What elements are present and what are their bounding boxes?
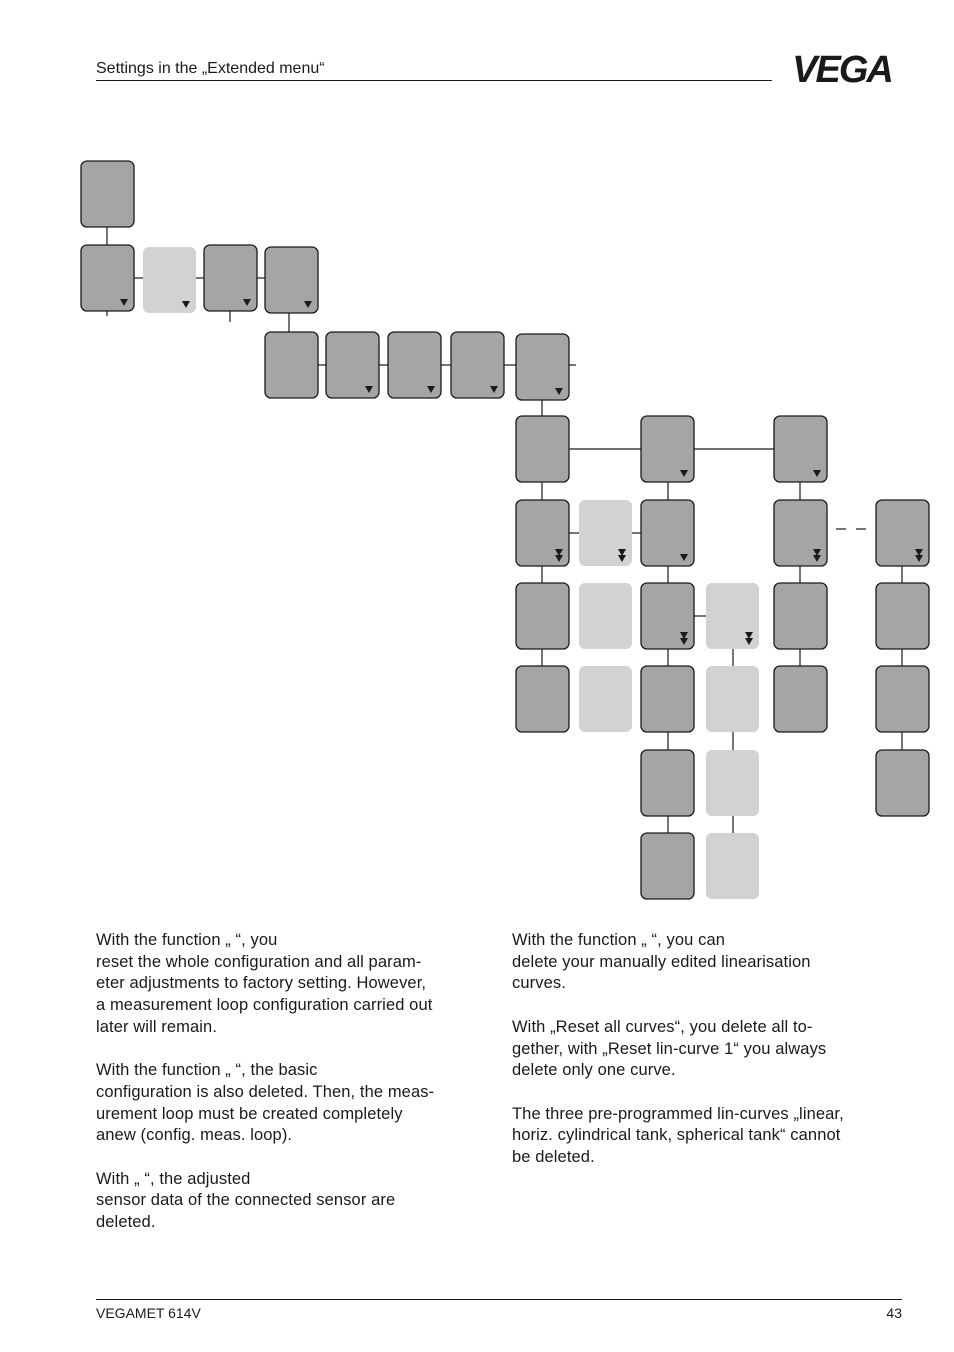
- menu-box: [641, 500, 694, 566]
- left-paragraph-2: With the function „ “, the basic configuration is also deleted. Then, the meas- urement loop must be created completely anew (config. meas. loop).: [96, 1061, 435, 1145]
- menu-box: [516, 666, 569, 732]
- menu-box: [706, 833, 759, 899]
- menu-box: [265, 247, 318, 313]
- menu-box: [516, 334, 569, 400]
- menu-box: [641, 750, 694, 816]
- right-paragraph-3: The three pre-programmed lin-curves „linear, horiz. cylindrical tank, spherical tank“ cannot be deleted.: [512, 1104, 844, 1166]
- menu-box: [876, 750, 929, 816]
- menu-box: [81, 245, 134, 311]
- menu-box: [876, 500, 929, 566]
- menu-box: [774, 416, 827, 482]
- menu-box: [641, 666, 694, 732]
- menu-box: [706, 666, 759, 732]
- menu-box: [579, 500, 632, 566]
- menu-box: [641, 583, 694, 649]
- left-text-column: [96, 930, 488, 1256]
- menu-box: [516, 583, 569, 649]
- menu-box: [774, 666, 827, 732]
- right-text-column: [512, 930, 904, 1190]
- menu-box: [579, 583, 632, 649]
- menu-box: [516, 416, 569, 482]
- right-paragraph-1: With the function „ “, you can delete your manually edited linearisation curves.: [512, 931, 811, 993]
- menu-box: [706, 750, 759, 816]
- svg-text:VEGA: VEGA: [792, 50, 892, 86]
- menu-box: [204, 245, 257, 311]
- menu-box: [876, 583, 929, 649]
- menu-box: [706, 583, 759, 649]
- menu-box: [143, 247, 196, 313]
- menu-box: [579, 666, 632, 732]
- menu-box: [451, 332, 504, 398]
- page-number: 43: [886, 1305, 902, 1321]
- menu-box: [388, 332, 441, 398]
- menu-box: [516, 500, 569, 566]
- menu-box: [265, 332, 318, 398]
- footer-product: VEGAMET 614V: [96, 1305, 201, 1321]
- menu-boxes: [81, 161, 929, 899]
- menu-box: [81, 161, 134, 227]
- menu-box: [641, 416, 694, 482]
- footer-rule: [96, 1299, 902, 1300]
- left-paragraph-3: With „ “, the adjusted sensor data of the connected sensor are deleted.: [96, 1169, 396, 1232]
- menu-box: [641, 833, 694, 899]
- menu-box: [774, 583, 827, 649]
- left-paragraph-1: With the function „ “, you reset the whole configuration and all param- eter adjustments to factory setting. However, a measurement loop configuration carried out later will remain.: [96, 931, 433, 1036]
- menu-box: [326, 332, 379, 398]
- header-title: Settings in the „Extended menu“: [96, 60, 325, 77]
- right-paragraph-2: With „Reset all curves“, you delete all to- gether, with „Reset lin-curve 1“ you always delete only one curve.: [512, 1017, 827, 1080]
- menu-box: [876, 666, 929, 732]
- menu-box: [774, 500, 827, 566]
